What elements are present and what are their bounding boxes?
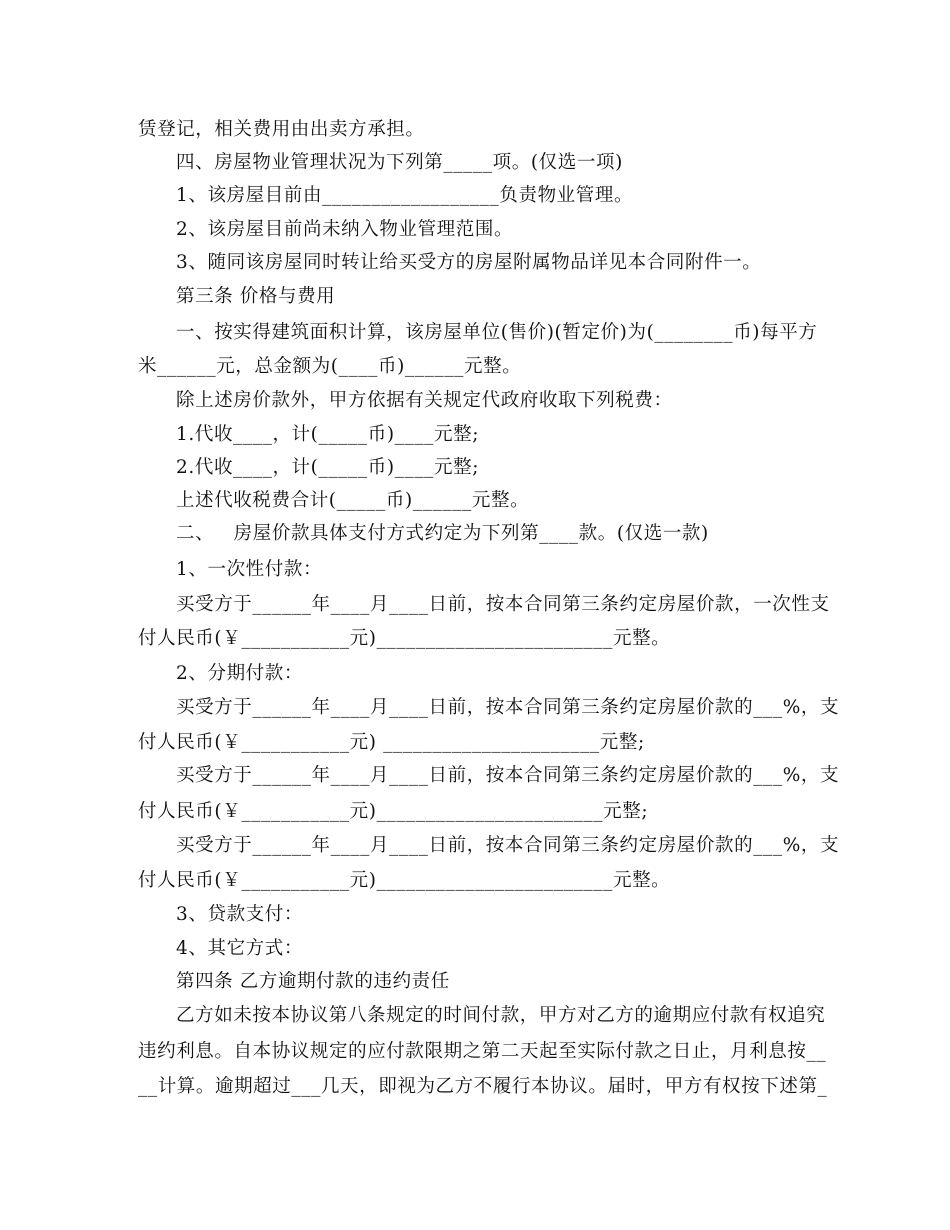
text-line: 3、随同该房屋同时转让给买受方的房屋附属物品详见本合同附件一。 (176, 252, 762, 273)
text-line: 1、该房屋目前由__________________负责物业管理。 (176, 185, 634, 206)
text-line: 二、 房屋价款具体支付方式约定为下列第____款。(仅选一款) (176, 523, 709, 544)
text-line: 2、该房屋目前尚未纳入物业管理范围。 (176, 219, 514, 240)
text-line: 上述代收税费合计(_____币)______元整。 (176, 490, 530, 511)
text-line: 买受方于______年____月____日前，按本合同第三条约定房屋价款的___%，支 (176, 765, 840, 786)
text-line: 除上述房价款外，甲方依据有关规定代政府收取下列税费： (176, 390, 673, 411)
text-line: 付人民币(￥___________元)_______________________元整; (138, 801, 649, 822)
text-line: 米______元，总金额为(____币)______元整。 (138, 356, 522, 377)
text-line: 付人民币(￥___________元) ______________________元整; (138, 732, 645, 753)
section-heading: 第三条 价格与费用 (176, 286, 336, 307)
text-line: 赁登记，相关费用由出卖方承担。 (138, 119, 425, 140)
text-line: 一、按实得建筑面积计算，该房屋单位(售价)(暂定价)为(________币)每平方 (176, 322, 818, 343)
text-line: 买受方于______年____月____日前，按本合同第三条约定房屋价款的___%，支 (176, 697, 840, 718)
text-line: 付人民币(￥___________元)________________________元整。 (138, 628, 671, 649)
text-line: 付人民币(￥___________元)________________________元整。 (138, 870, 671, 891)
text-line: 2、分期付款： (176, 663, 303, 684)
text-line: 4、其它方式： (176, 938, 303, 959)
text-line: 买受方于______年____月____日前，按本合同第三条约定房屋价款，一次性支 (176, 594, 830, 615)
text-line: 1、一次性付款： (176, 559, 323, 580)
text-line: 四、房屋物业管理状况为下列第_____项。(仅选一项) (176, 152, 623, 173)
text-line: 3、贷款支付： (176, 904, 303, 925)
text-line: 2.代收____，计(_____币)____元整; (176, 457, 480, 478)
text-line: 乙方如未按本协议第八条规定的时间付款，甲方对乙方的逾期应付款有权追究 (176, 1005, 826, 1026)
text-line: __计算。逾期超过___几天，即视为乙方不履行本协议。届时，甲方有权按下述第_ (138, 1076, 828, 1097)
section-heading: 第四条 乙方逾期付款的违约责任 (176, 971, 450, 992)
text-line: 1.代收____，计(_____币)____元整; (176, 424, 480, 445)
text-line: 违约利息。自本协议规定的应付款限期之第二天起至实际付款之日止，月利息按__ (138, 1041, 827, 1062)
text-line: 买受方于______年____月____日前，按本合同第三条约定房屋价款的___%，支 (176, 835, 840, 856)
